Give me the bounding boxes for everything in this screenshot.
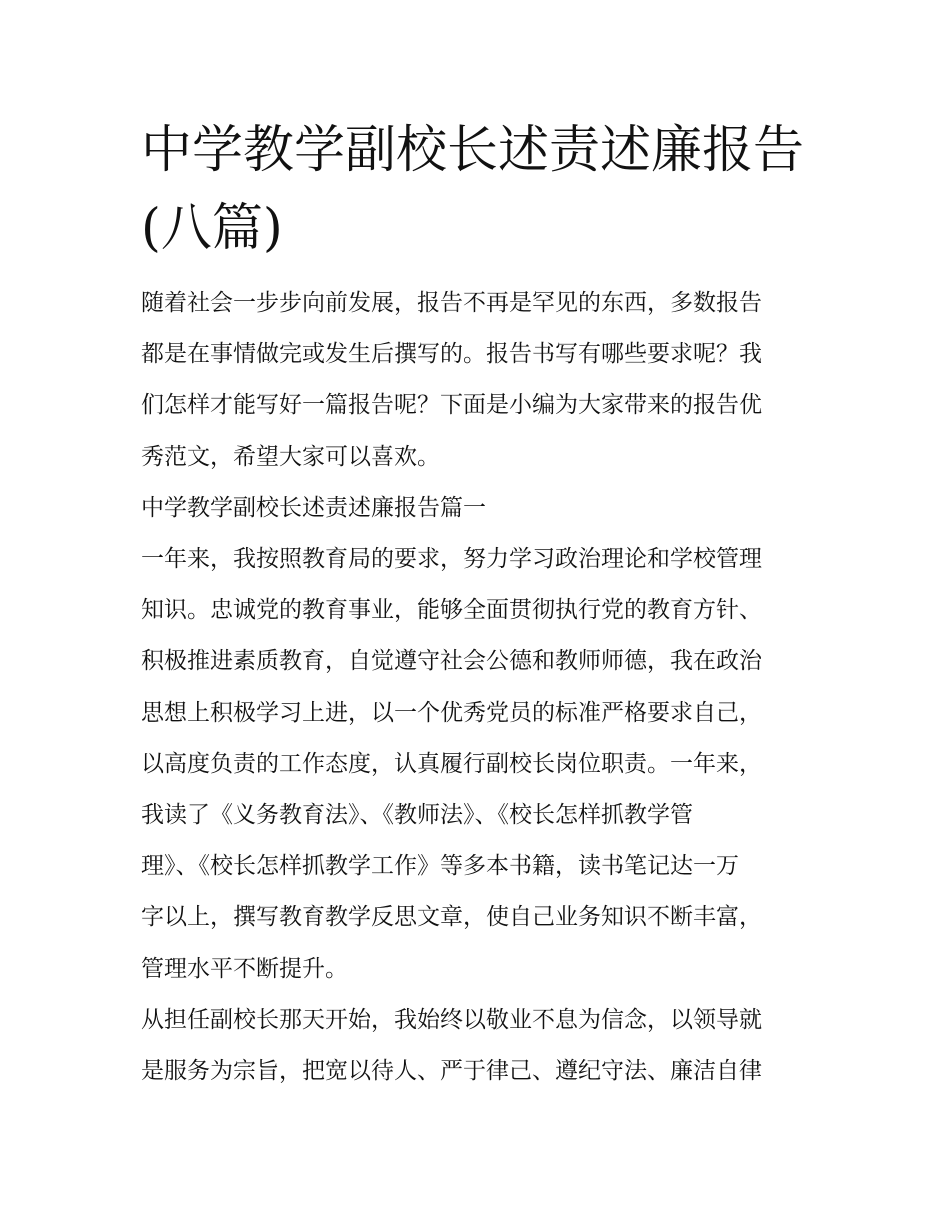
text-line: 们怎样才能写好一篇报告呢？下面是小编为大家带来的报告优 xyxy=(141,392,762,419)
text-line: 积极推进素质教育，自觉遵守社会公德和教师师德，我在政治 xyxy=(141,648,762,675)
title-line: (八篇) xyxy=(141,199,283,258)
text-line: 秀范文，希望大家可以喜欢。 xyxy=(141,443,440,470)
text-line: 字以上，撰写教育教学反思文章，使自己业务知识不断丰富， xyxy=(141,904,762,931)
text-line: 知识。忠诚党的教育事业，能够全面贯彻执行党的教育方针、 xyxy=(141,597,762,624)
text-line: 从担任副校长那天开始，我始终以敬业不息为信念，以领导就 xyxy=(141,1006,762,1033)
text-line: 中学教学副校长述责述廉报告篇一 xyxy=(141,494,486,521)
text-line: 是服务为宗旨，把宽以待人、严于律己、遵纪守法、廉洁自律 xyxy=(141,1058,762,1085)
document-body xyxy=(141,112,813,1097)
text-line: 管理水平不断提升。 xyxy=(141,955,348,982)
intro-paragraph xyxy=(141,278,813,483)
title-line: 中学教学副校长述责述廉报告 xyxy=(141,121,805,180)
text-line: 以高度负责的工作态度，认真履行副校长岗位职责。一年来， xyxy=(141,750,762,777)
section-heading xyxy=(141,483,813,534)
body-paragraph xyxy=(141,995,813,1097)
document-title xyxy=(141,112,813,268)
text-line: 随着社会一步步向前发展，报告不再是罕见的东西，多数报告 xyxy=(141,290,762,316)
text-line: 我读了《义务教育法》、《教师法》、《校长怎样抓教学管 xyxy=(141,802,693,829)
text-line: 理》、《校长怎样抓教学工作》等多本书籍，读书笔记达一万 xyxy=(141,853,739,880)
text-line: 都是在事情做完或发生后撰写的。报告书写有哪些要求呢？我 xyxy=(141,341,762,368)
text-line: 思想上积极学习上进，以一个优秀党员的标准严格要求自己， xyxy=(141,699,762,726)
body-paragraph xyxy=(141,534,813,995)
text-line: 一年来，我按照教育局的要求，努力学习政治理论和学校管理 xyxy=(141,546,762,573)
